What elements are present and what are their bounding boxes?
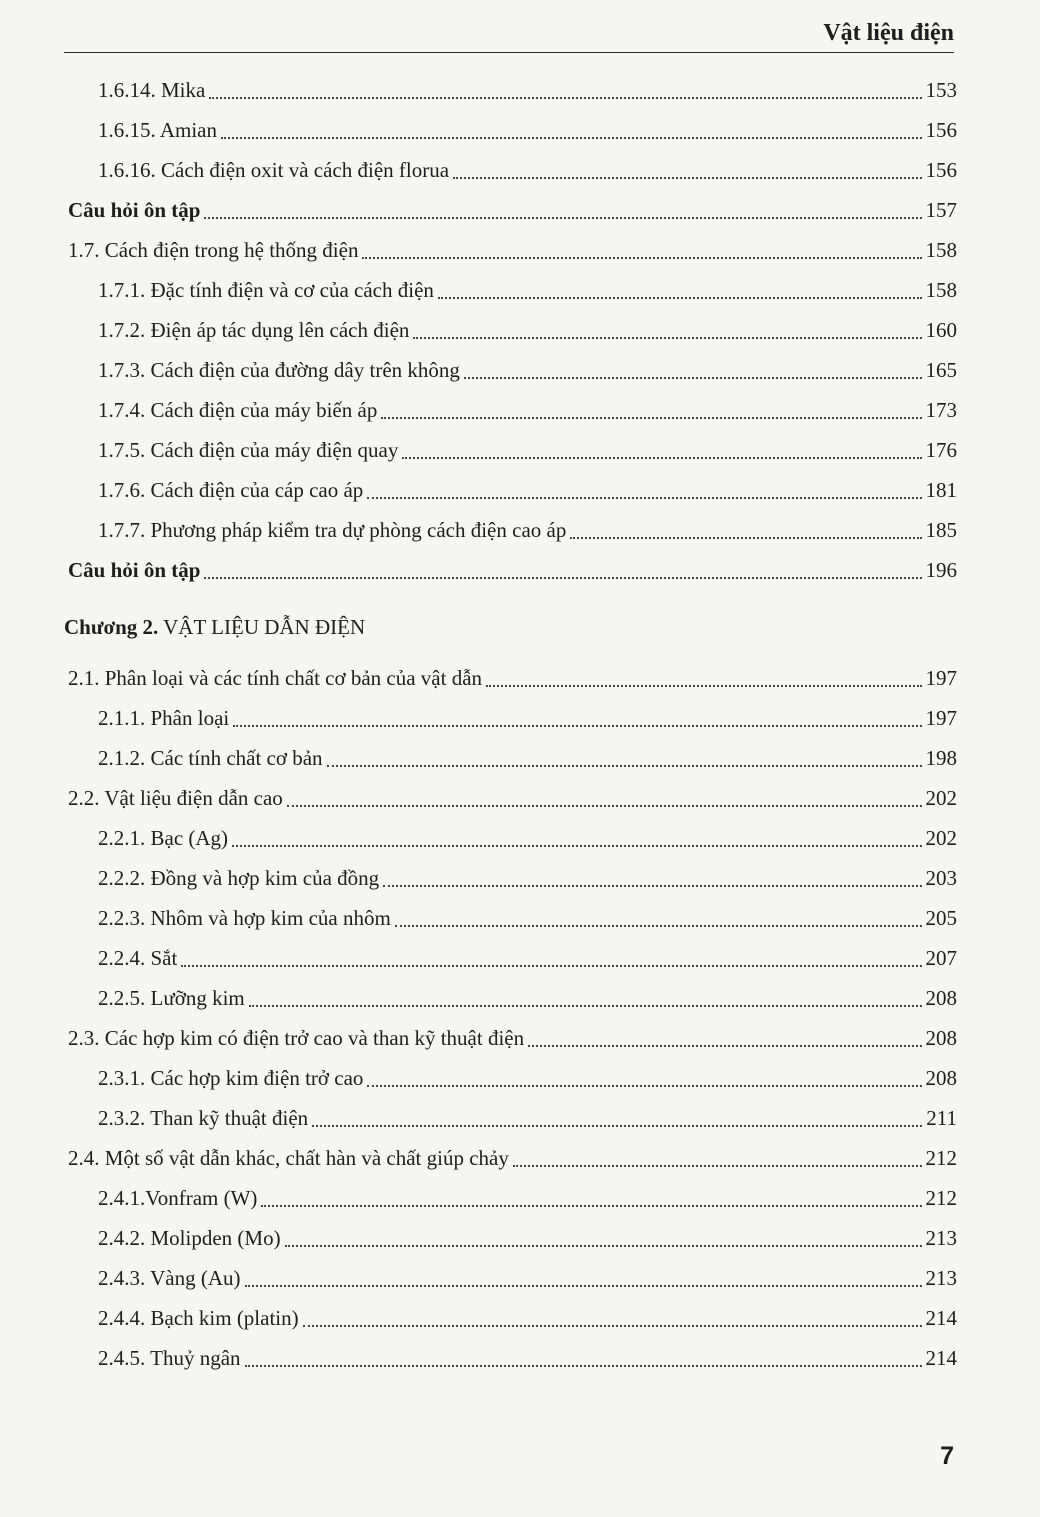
toc-entry-page: 176 — [925, 437, 957, 462]
running-header-title: Vật liệu điện — [823, 20, 954, 46]
dot-leader — [464, 376, 922, 379]
toc-entry-page: 212 — [925, 1185, 957, 1210]
toc-entry-label: 2.1.2. Các tính chất cơ bản — [98, 745, 323, 770]
toc-entry-label: 2.2.4. Sắt — [98, 945, 178, 970]
dot-leader — [232, 844, 921, 847]
chapter-title — [64, 614, 366, 639]
dot-leader — [367, 1084, 921, 1087]
toc-entry-label: 2.3.2. Than kỹ thuật điện — [98, 1105, 309, 1130]
toc-entry-label: 2.2.3. Nhôm và hợp kim của nhôm — [98, 905, 391, 930]
toc-entry — [64, 1018, 957, 1058]
toc-entry-page: 158 — [925, 277, 957, 302]
toc-entry-page: 197 — [925, 665, 957, 690]
toc-entry-label: 2.2.2. Đồng và hợp kim của đồng — [98, 865, 380, 890]
toc-entry — [64, 350, 957, 390]
toc-entry-page: 211 — [926, 1105, 957, 1130]
toc-entry — [64, 858, 957, 898]
toc-entry-label: 2.4.4. Bạch kim (platin) — [98, 1305, 299, 1330]
dot-leader — [245, 1364, 922, 1367]
toc-entry-page: 196 — [925, 557, 957, 582]
toc-entry — [64, 70, 957, 110]
toc-entry-page: 214 — [925, 1345, 957, 1370]
toc-entry-label: 1.7.3. Cách điện của đường dây trên không — [98, 357, 460, 382]
header-rule — [64, 52, 954, 53]
dot-leader — [570, 536, 921, 539]
toc-entry-page: 165 — [925, 357, 957, 382]
toc-entry — [64, 110, 957, 150]
toc-entry-label: 2.3.1. Các hợp kim điện trở cao — [98, 1065, 364, 1090]
dot-leader — [287, 804, 922, 807]
toc-entry-page: 158 — [925, 237, 957, 262]
toc-entry — [64, 978, 957, 1018]
toc-entry-label: 1.7.2. Điện áp tác dụng lên cách điện — [98, 317, 410, 342]
dot-leader — [245, 1284, 922, 1287]
toc-chapter-heading — [64, 590, 957, 658]
toc-entry — [64, 1218, 957, 1258]
dot-leader — [513, 1164, 922, 1167]
toc-entry-label: 2.4. Một số vật dẫn khác, chất hàn và chất giúp chảy — [68, 1145, 509, 1170]
toc-entry — [64, 1058, 957, 1098]
toc-entry — [64, 310, 957, 350]
toc-entry — [64, 778, 957, 818]
toc-entry-page: 173 — [925, 397, 957, 422]
toc-entry-label: 1.6.14. Mika — [98, 77, 206, 102]
toc-entry — [64, 698, 957, 738]
dot-leader — [285, 1244, 922, 1247]
toc-entry — [64, 658, 957, 698]
toc-entry-page: 202 — [925, 785, 957, 810]
dot-leader — [402, 456, 921, 459]
dot-leader — [327, 764, 922, 767]
dot-leader — [249, 1004, 922, 1007]
table-of-contents — [64, 70, 957, 1378]
toc-entry-page: 207 — [925, 945, 957, 970]
dot-leader — [438, 296, 922, 299]
toc-entry-page: 213 — [925, 1225, 957, 1250]
dot-leader — [362, 256, 921, 259]
toc-entry — [64, 230, 957, 270]
dot-leader — [486, 684, 921, 687]
toc-entry-label: 2.2. Vật liệu điện dẫn cao — [68, 785, 283, 810]
dot-leader — [209, 96, 921, 99]
toc-entry-page: 208 — [925, 1025, 957, 1050]
toc-entry — [64, 1178, 957, 1218]
toc-entry-label: 2.2.5. Lưỡng kim — [98, 985, 245, 1010]
toc-entry-page: 205 — [925, 905, 957, 930]
toc-entry — [64, 430, 957, 470]
toc-entry-page: 185 — [925, 517, 957, 542]
toc-entry — [64, 270, 957, 310]
toc-entry-label: 2.4.5. Thuỷ ngân — [98, 1345, 241, 1370]
toc-entry-page: 153 — [925, 77, 957, 102]
toc-entry-page: 157 — [925, 197, 957, 222]
toc-entry — [64, 818, 957, 858]
toc-entry-label: Câu hỏi ôn tập — [68, 557, 201, 582]
toc-entry — [64, 190, 957, 230]
toc-entry — [64, 1338, 957, 1378]
dot-leader — [303, 1324, 922, 1327]
toc-entry-label: 2.4.2. Molipden (Mo) — [98, 1225, 281, 1250]
toc-entry-label: 2.4.1.Vonfram (W) — [98, 1185, 258, 1210]
dot-leader — [221, 136, 922, 139]
chapter-prefix: Chương 2. — [64, 614, 159, 639]
dot-leader — [395, 924, 922, 927]
toc-entry — [64, 898, 957, 938]
toc-entry — [64, 1258, 957, 1298]
toc-entry — [64, 510, 957, 550]
toc-entry-page: 156 — [925, 117, 957, 142]
toc-entry-label: 1.6.15. Amian — [98, 117, 217, 142]
dot-leader — [181, 964, 921, 967]
dot-leader — [367, 496, 921, 499]
toc-entry-label: 1.7. Cách điện trong hệ thống điện — [68, 237, 359, 262]
toc-entry — [64, 1298, 957, 1338]
toc-entry-label: 2.1.1. Phân loại — [98, 705, 230, 730]
toc-entry-page: 214 — [925, 1305, 957, 1330]
toc-entry-page: 208 — [925, 1065, 957, 1090]
toc-entry — [64, 550, 957, 590]
toc-entry-page: 208 — [925, 985, 957, 1010]
toc-entry — [64, 390, 957, 430]
toc-entry — [64, 938, 957, 978]
dot-leader — [204, 216, 921, 219]
toc-entry-page: 181 — [925, 477, 957, 502]
toc-entry-page: 213 — [925, 1265, 957, 1290]
toc-entry-label: 1.7.7. Phương pháp kiểm tra dự phòng cách điện cao áp — [98, 517, 567, 542]
toc-entry — [64, 738, 957, 778]
toc-entry-label: 1.7.6. Cách điện của cáp cao áp — [98, 477, 364, 502]
page-number: 7 — [940, 1442, 954, 1470]
toc-entry — [64, 1098, 957, 1138]
dot-leader — [381, 416, 921, 419]
dot-leader — [528, 1044, 921, 1047]
toc-entry-page: 212 — [925, 1145, 957, 1170]
dot-leader — [413, 336, 921, 339]
toc-entry-page: 203 — [925, 865, 957, 890]
dot-leader — [261, 1204, 921, 1207]
toc-entry — [64, 150, 957, 190]
toc-entry-label: 1.7.5. Cách điện của máy điện quay — [98, 437, 399, 462]
toc-entry-label: Câu hỏi ôn tập — [68, 197, 201, 222]
toc-entry-page: 160 — [925, 317, 957, 342]
toc-entry-label: 2.2.1. Bạc (Ag) — [98, 825, 229, 850]
dot-leader — [383, 884, 921, 887]
dot-leader — [204, 576, 921, 579]
toc-entry-label: 1.7.1. Đặc tính điện và cơ của cách điện — [98, 277, 434, 302]
toc-entry-label: 2.1. Phân loại và các tính chất cơ bản của vật dẫn — [68, 665, 483, 690]
toc-entry — [64, 470, 957, 510]
toc-entry — [64, 1138, 957, 1178]
toc-entry-page: 197 — [925, 705, 957, 730]
toc-entry-label: 1.6.16. Cách điện oxit và cách điện florua — [98, 157, 450, 182]
toc-entry-page: 202 — [925, 825, 957, 850]
chapter-name: VẬT LIỆU DẪN ĐIỆN — [158, 614, 366, 639]
dot-leader — [453, 176, 921, 179]
toc-entry-label: 2.3. Các hợp kim có điện trở cao và than kỹ thuật điện — [68, 1025, 525, 1050]
toc-entry-label: 2.4.3. Vàng (Au) — [98, 1265, 241, 1290]
dot-leader — [312, 1124, 922, 1127]
toc-entry-label: 1.7.4. Cách điện của máy biến áp — [98, 397, 378, 422]
toc-entry-page: 156 — [925, 157, 957, 182]
toc-entry-page: 198 — [925, 745, 957, 770]
dot-leader — [233, 724, 921, 727]
